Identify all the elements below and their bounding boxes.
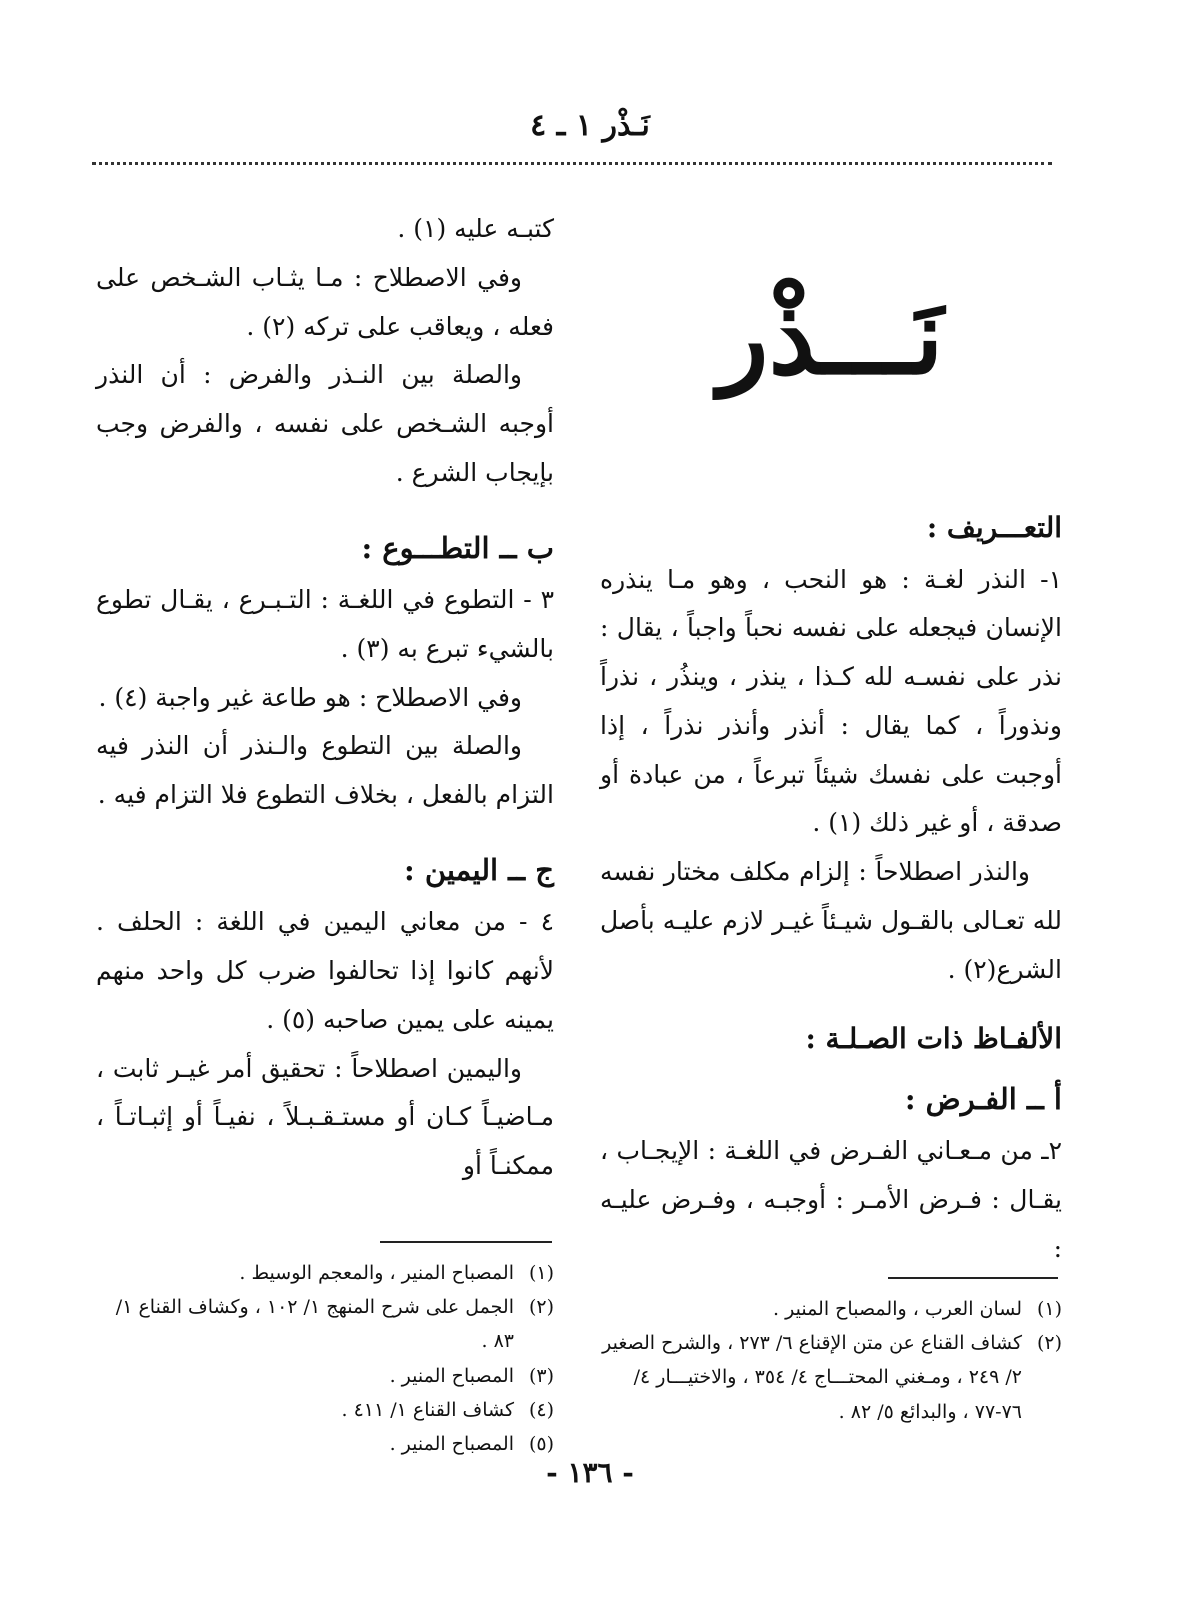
paragraph-tatawwu-lexical: ٣ - التطوع في اللغـة : التـبـرع ، يقـال تطوع بالشيء تبرع به (٣) . [96, 585, 554, 663]
subheading-yamin: ج ــ اليمين : [404, 852, 554, 887]
footnote-rule-right [888, 1277, 1058, 1279]
paragraph-yamin-lexical: ٤ - من معاني اليمين في اللغة : الحلف . لأنهم كانوا إذا تحالفوا ضرب كل واحد منهم يمينه على يمين صاحبه (٥) . [96, 907, 554, 1034]
footnote-text: المصباح المنير . [389, 1364, 514, 1387]
running-head: نَـذْر ١ ـ ٤ [530, 108, 650, 143]
footnote-item [96, 1393, 554, 1427]
footnote-number: (٣) [528, 1364, 554, 1387]
subheading-fard: أ ــ الفـرض : [904, 1081, 1062, 1116]
subheading-tatawwu: ب ــ التطـــوع : [361, 530, 554, 565]
left-column [96, 205, 554, 1191]
paragraph-yamin-technical: واليمين اصطلاحاً : تحقيق أمر غيـر ثابت ، مـاضيـاً كـان أو مستـقـبـلاً ، نفيـاً أو إثبـاتـاً ، ممكنـاً أو [96, 1053, 554, 1181]
footnote-text: لسان العرب ، والمصباح المنير . [773, 1298, 1022, 1320]
footnote-text: الجمل على شرح المنهج ١/ ١٠٢ ، وكشاف القناع ١/ ٨٣ . [115, 1296, 514, 1353]
footnote-number: (٥) [528, 1432, 554, 1455]
footnotes-right [600, 1292, 1062, 1429]
footnote-item [600, 1326, 1062, 1429]
footnote-text: المصباح المنير . [389, 1432, 514, 1455]
related-terms-heading: الألفـاظ ذات الصـلـة : [805, 1022, 1062, 1056]
footnote-item [96, 1256, 554, 1290]
paragraph-nadhr-fard-relation: والصلة بين النـذر والفرض : أن النذر أوجبه الشـخص على نفسه ، والفرض وجب بإيجاب الشرع . [96, 360, 554, 487]
footnote-number: (٢) [1036, 1332, 1062, 1355]
footnote-text: المصباح المنير ، والمعجم الوسيط . [239, 1262, 514, 1284]
footnotes-left [96, 1256, 554, 1461]
paragraph-technical-definition: والنذر اصطلاحاً : إلزام مكلف مختار نفسه لله تعـالى بالقـول شيـئاً غيـر لازم عليـه بأصل الشرع(٢) . [600, 857, 1062, 984]
footnote-text: كشاف القناع ١/ ٤١١ . [341, 1398, 514, 1421]
footnote-number: (٢) [528, 1296, 554, 1319]
header-dotted-rule [92, 162, 1052, 165]
footnote-rule-left [380, 1241, 552, 1243]
paragraph-tatawwu-relation: والصلة بين التطوع والـنذر أن النذر فيه التزام بالفعل ، بخلاف التطوع فلا التزام فيه . [96, 731, 554, 810]
page-number: - ١٣٦ - [546, 1456, 634, 1489]
paragraph-fard-lexical: ٢ـ من مـعـاني الفـرض في اللغـة : الإيجـاب ، يقـال : فـرض الأمـر : أوجبـه ، وفـرض عليـه : [600, 1136, 1062, 1263]
paragraph-fard-technical: وفي الاصطلاح : مـا يثـاب الشـخص على فعله ، ويعاقب على تركه (٢) . [96, 262, 554, 341]
footnote-item [96, 1359, 554, 1393]
right-column [600, 205, 1062, 1274]
definition-heading: التعـــريف : [926, 511, 1062, 544]
footnote-item [600, 1292, 1062, 1326]
paragraph-tatawwu-technical: وفي الاصطلاح : هو طاعة غير واجبة (٤) . [98, 682, 522, 712]
footnote-item [96, 1290, 554, 1358]
paragraph-lexical-definition: ١- النذر لغـة : هو النحب ، وهو مـا ينذره الإنسان فيجعله على نفسه نحباً واجباً ، يقال : نذر على نفسـه لله كـذا ، ينذر ، وينذُر ، نذراً ونذوراً ، كما يقال : أنذر وأنذر نذراً ، إذا أوجبت على نفسك شيئاً تبرعاً ، من عبادة أو صدقة ، أو غير ذلك (١) . [600, 564, 1062, 838]
footnote-number: (١) [1036, 1298, 1062, 1320]
footnote-text: كشاف القناع عن متن الإقناع ٦/ ٢٧٣ ، والشرح الصغير ٢/ ٢٤٩ ، ومـغني المحتـــاج ٤/ ٣٥٤ ، والاختيـــار ٤/ ٧٦-٧٧ ، والبدائع ٥/ ٨٢ . [602, 1332, 1022, 1423]
entry-title: نَـــذْر [718, 275, 944, 398]
footnote-number: (١) [528, 1262, 554, 1284]
paragraph-continuation: كتبـه عليه (١) . [397, 214, 554, 243]
footnote-number: (٤) [528, 1398, 554, 1421]
